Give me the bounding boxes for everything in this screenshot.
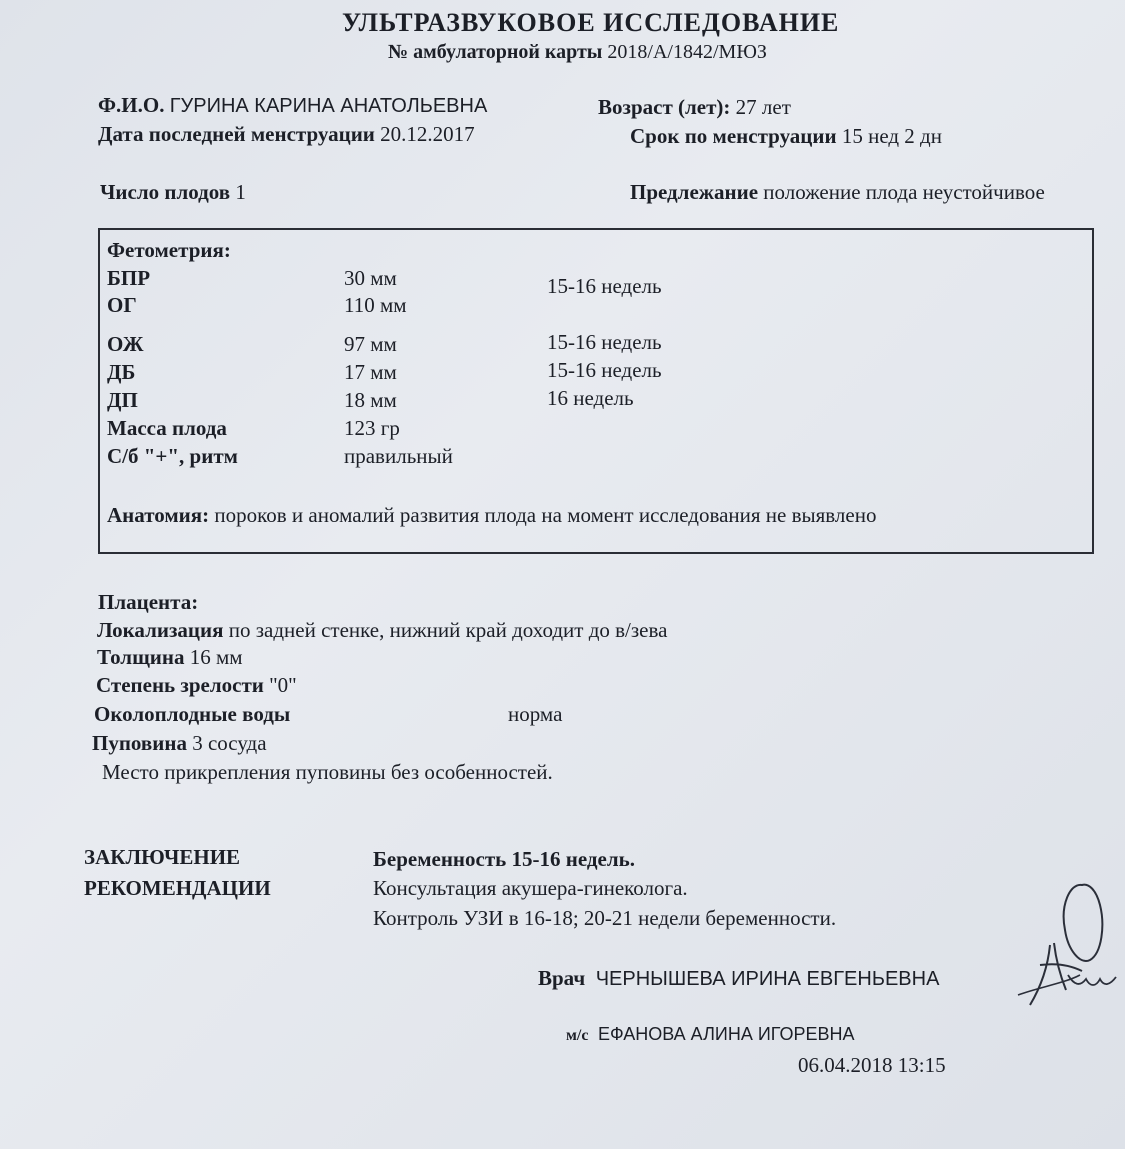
- patient-age-label: Возраст (лет):: [598, 95, 731, 119]
- nurse: [566, 1024, 855, 1046]
- recommendation-ultrasound-control: Контроль УЗИ в 16-18; 20-21 недели беременности.: [373, 906, 837, 930]
- amniotic-fluid-value: норма: [508, 702, 563, 726]
- patient-name-label: Ф.И.О.: [98, 93, 165, 117]
- fetometry-value-bpr: 30 мм: [344, 266, 397, 290]
- fetometry-value-heartbeat: правильный: [344, 444, 453, 468]
- placenta-maturity: [96, 673, 297, 698]
- anatomy-label: Анатомия:: [107, 503, 210, 527]
- placenta-thickness-label: Толщина: [97, 645, 185, 669]
- fetometry-label-dp: ДП: [107, 388, 138, 412]
- document-title: УЛЬТРАЗВУКОВОЕ ИССЛЕДОВАНИЕ: [342, 8, 840, 37]
- presentation-value: положение плода неустойчивое: [763, 180, 1045, 204]
- gestation-term-label: Срок по менструации: [630, 124, 837, 148]
- fetometry-term-bpr-og: 15-16 недель: [547, 274, 662, 298]
- fetometry-term-db: 15-16 недель: [547, 358, 662, 382]
- doctor-name: ЧЕРНЫШЕВА ИРИНА ЕВГЕНЬЕВНА: [595, 968, 940, 990]
- anatomy: [107, 503, 876, 528]
- doctor-signature: [1010, 875, 1122, 1020]
- nurse-name: ЕФАНОВА АЛИНА ИГОРЕВНА: [597, 1024, 855, 1044]
- conclusion-label: ЗАКЛЮЧЕНИЕ: [84, 845, 241, 869]
- placenta-thickness: [97, 645, 243, 670]
- amniotic-fluid-label: Околоплодные воды: [94, 702, 291, 726]
- fetus-count: [100, 180, 246, 205]
- fetometry-label-db: ДБ: [107, 360, 136, 384]
- doctor-label: Врач: [538, 966, 586, 990]
- patient-name: [98, 93, 487, 118]
- placenta-thickness-value: 16 мм: [189, 645, 243, 669]
- patient-age: [598, 95, 791, 120]
- placenta-maturity-value: "0": [269, 673, 297, 697]
- placenta-localization-value: по задней стенке, нижний край доходит до в/зева: [228, 618, 668, 642]
- conclusion-pregnancy: Беременность 15-16 недель.: [373, 847, 635, 871]
- placenta-localization-label: Локализация: [97, 618, 224, 642]
- placenta-maturity-label: Степень зрелости: [96, 673, 264, 697]
- recommendation-consultation: Консультация акушера-гинеколога.: [373, 876, 688, 900]
- card-number-value: 2018/А/1842/МЮЗ: [607, 41, 767, 63]
- recommendations-label: РЕКОМЕНДАЦИИ: [84, 876, 271, 900]
- fetometry-label-bpr: БПР: [107, 266, 151, 290]
- umbilical-cord-label: Пуповина: [92, 731, 187, 755]
- gestation-term-value: 15 нед 2 дн: [841, 124, 942, 148]
- last-menstruation-value: 20.12.2017: [380, 122, 475, 146]
- presentation-label: Предлежание: [630, 180, 759, 204]
- fetometry-term-ozh: 15-16 недель: [547, 330, 662, 354]
- fetus-count-value: 1: [235, 180, 246, 204]
- doctor: [538, 966, 939, 991]
- fetometry-label-mass: Масса плода: [107, 416, 227, 440]
- fetometry-title: Фетометрия:: [107, 238, 231, 262]
- card-number: [388, 41, 767, 64]
- fetometry-value-mass: 123 гр: [344, 416, 400, 440]
- card-number-label: № амбулаторной карты: [388, 41, 603, 63]
- fetometry-term-dp: 16 недель: [547, 386, 634, 410]
- exam-datetime: 06.04.2018 13:15: [798, 1053, 946, 1077]
- placenta-localization: [97, 618, 667, 643]
- last-menstruation-label: Дата последней менструации: [98, 122, 375, 146]
- fetometry-value-dp: 18 мм: [344, 388, 397, 412]
- umbilical-cord: [92, 731, 267, 756]
- patient-age-value: 27 лет: [735, 95, 791, 119]
- anatomy-value: пороков и аномалий развития плода на момент исследования не выявлено: [214, 503, 877, 527]
- fetometry-value-db: 17 мм: [344, 360, 397, 384]
- fetometry-value-og: 110 мм: [344, 293, 407, 317]
- placenta-title: Плацента:: [98, 590, 199, 614]
- presentation: [630, 180, 1045, 205]
- fetometry-label-ozh: ОЖ: [107, 332, 144, 356]
- fetometry-label-heartbeat: С/б "+", ритм: [107, 444, 238, 468]
- nurse-label: м/с: [566, 1027, 589, 1044]
- cord-attachment-note: Место прикрепления пуповины без особенностей.: [102, 760, 553, 784]
- gestation-term: [630, 124, 942, 149]
- fetus-count-label: Число плодов: [100, 180, 231, 204]
- umbilical-cord-value: 3 сосуда: [192, 731, 267, 755]
- fetometry-label-og: ОГ: [107, 293, 137, 317]
- patient-name-value: ГУРИНА КАРИНА АНАТОЛЬЕВНА: [169, 95, 488, 117]
- last-menstruation: [98, 122, 475, 147]
- fetometry-value-ozh: 97 мм: [344, 332, 397, 356]
